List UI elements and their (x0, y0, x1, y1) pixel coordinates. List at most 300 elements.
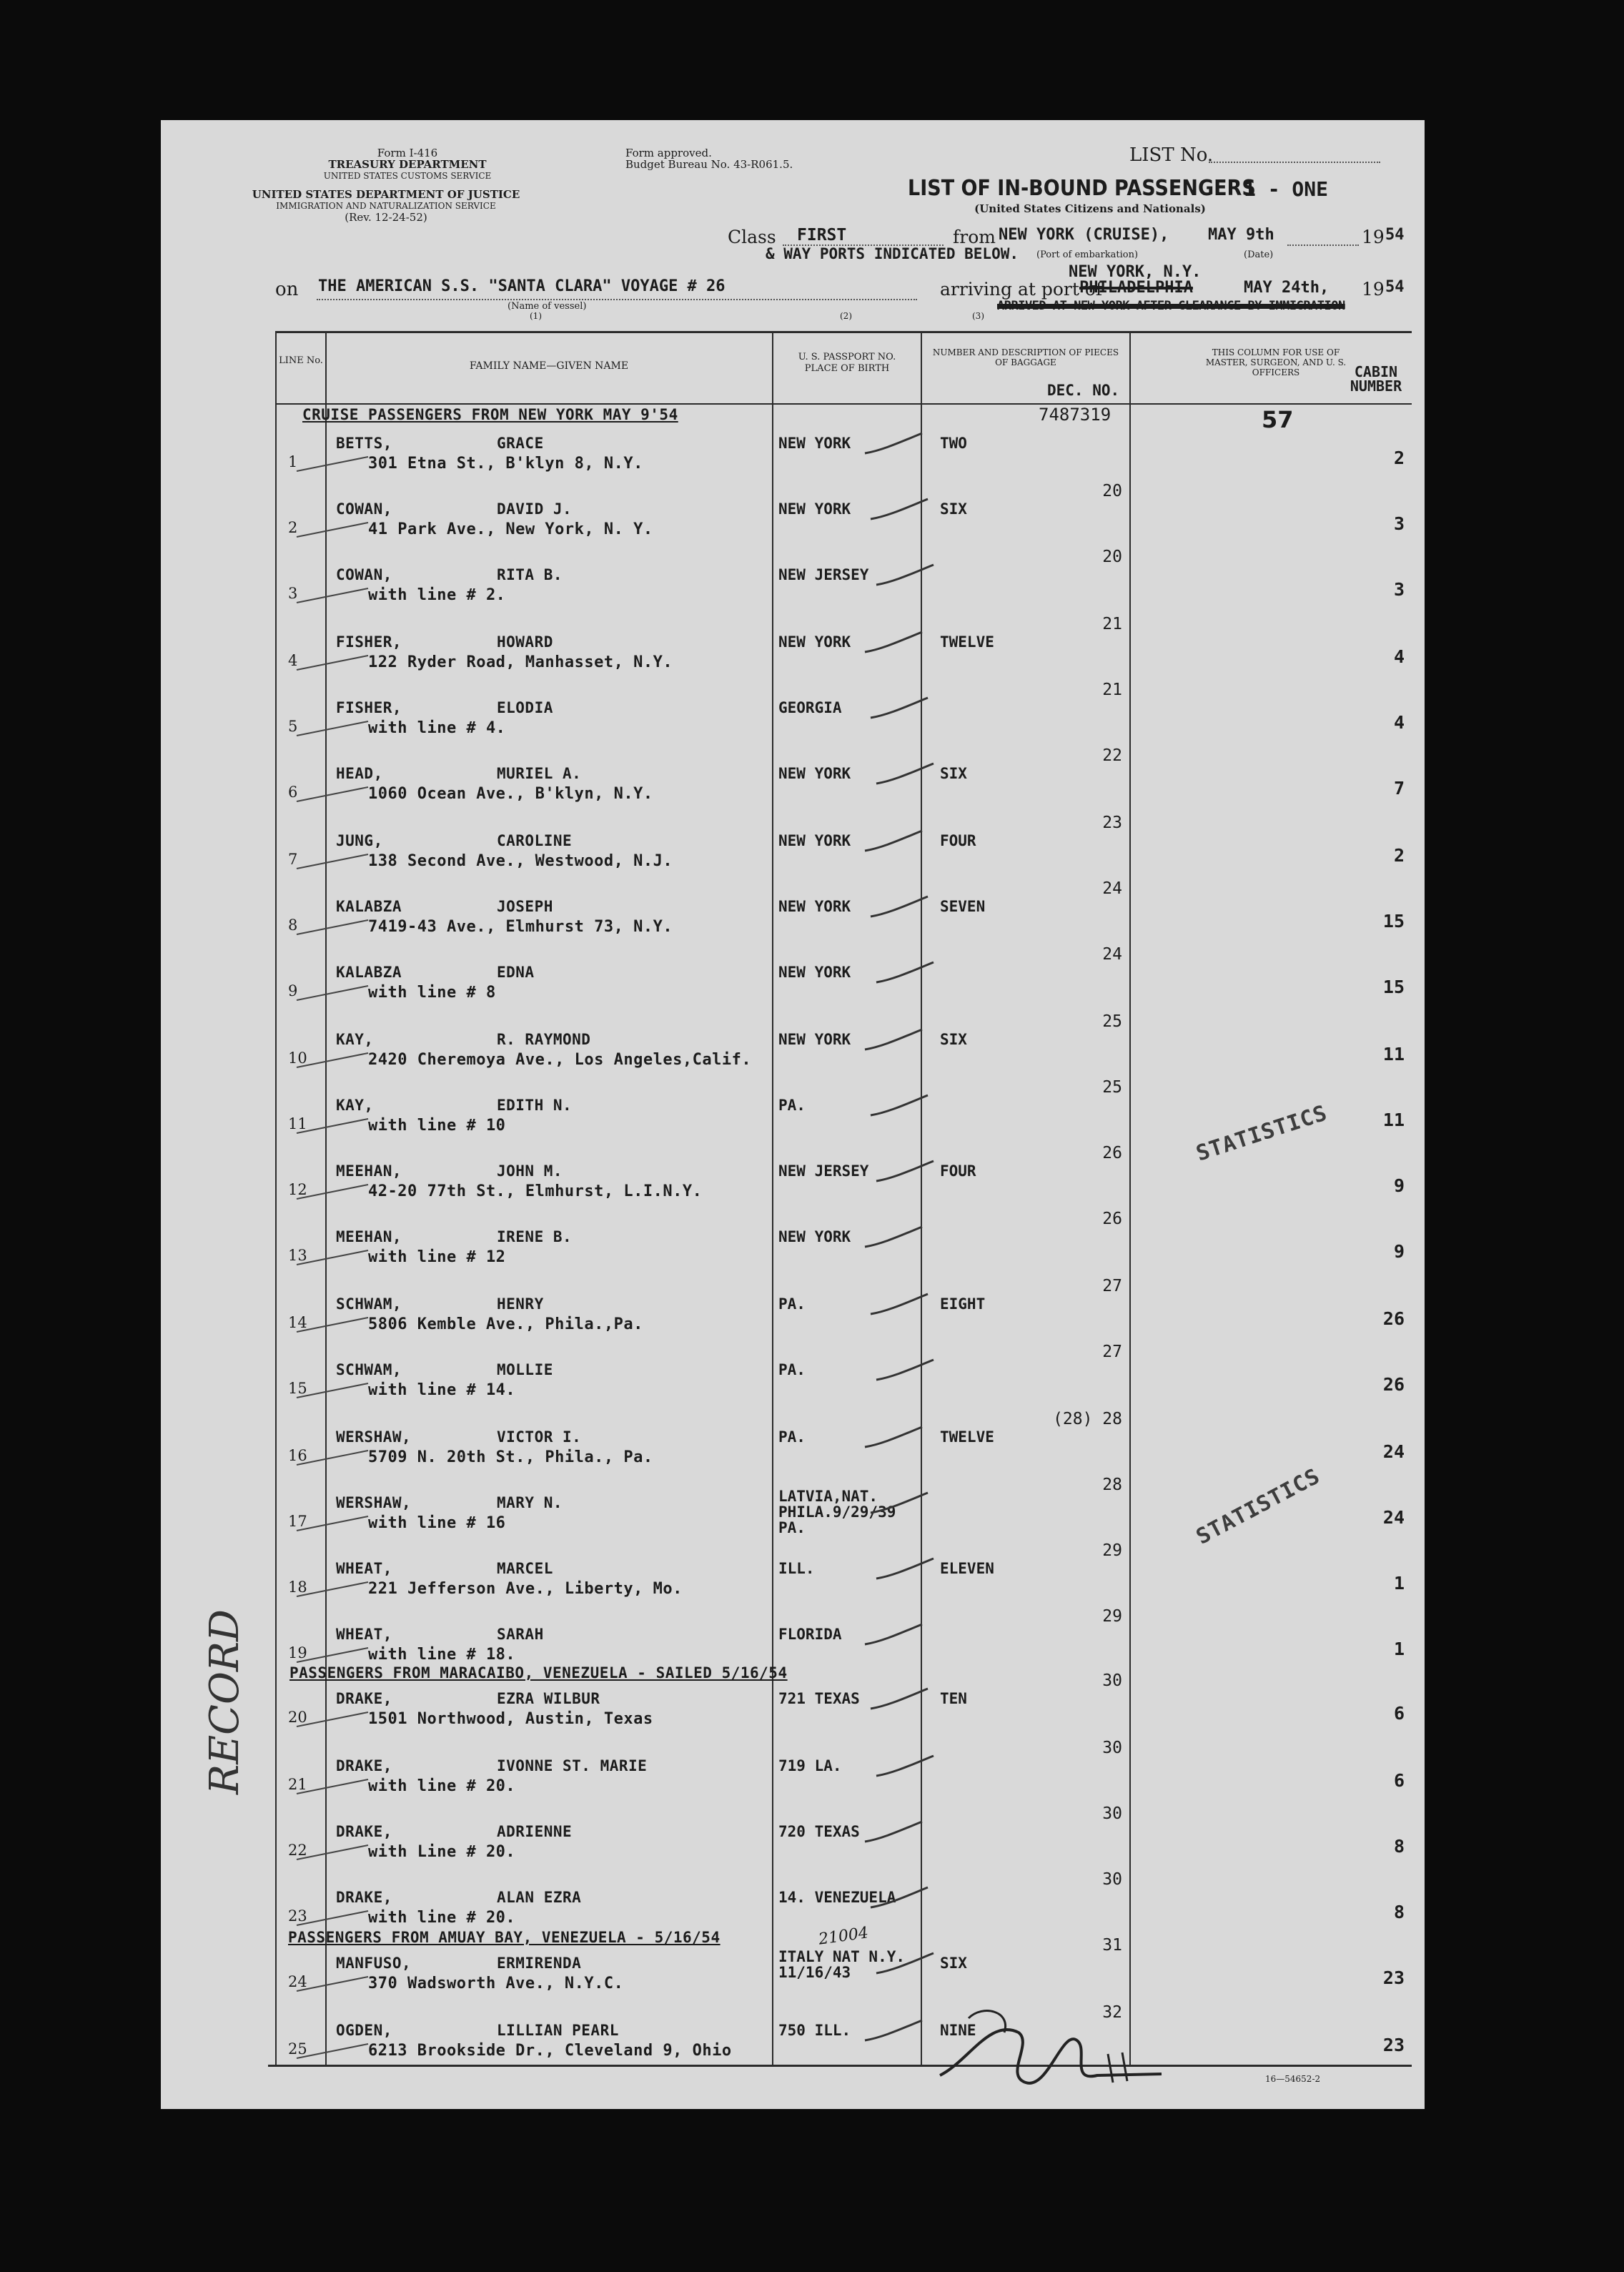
check-mark (873, 959, 937, 988)
manifest-page (161, 120, 1425, 2109)
declaration-number: 31 (1102, 1936, 1122, 1955)
place-of-birth: NEW YORK (778, 1228, 851, 1245)
given-name: MURIEL A. (497, 765, 582, 782)
declaration-number: 27 (1102, 1277, 1122, 1295)
section-handwritten-note: 21004 (817, 1924, 870, 1949)
declaration-number: 29 (1102, 1607, 1122, 1626)
family-name: DRAKE, (336, 1757, 392, 1774)
line-number: 3 (288, 585, 298, 602)
check-mark (873, 761, 937, 789)
line-tick (293, 1314, 372, 1335)
arrival-caption-3: (3) (972, 311, 984, 321)
place-of-birth: PA. (778, 1361, 806, 1378)
given-name: JOHN M. (497, 1162, 563, 1180)
check-mark (861, 430, 926, 459)
first-declaration-number: 7487319 (1039, 405, 1111, 425)
check-mark (873, 1158, 937, 1187)
line-tick (293, 718, 372, 739)
baggage-description: FOUR (940, 1162, 976, 1180)
line-tick (293, 784, 372, 805)
cabin-number: 23 (1382, 2035, 1405, 2055)
address: with line # 2. (368, 586, 506, 604)
check-mark (861, 828, 926, 856)
form-approved: Form approved. (625, 147, 712, 159)
line-tick (293, 1907, 372, 1929)
arriving-label: arriving at port of (940, 279, 1103, 300)
line-tick (293, 453, 372, 475)
place-of-birth: NEW JERSEY (778, 1162, 869, 1180)
date-blank (1287, 229, 1359, 246)
place-of-birth: NEW YORK (778, 1031, 851, 1048)
family-name: DRAKE, (336, 1889, 392, 1906)
line-tick (293, 982, 372, 1004)
line-number: 13 (288, 1247, 307, 1264)
line-number: 18 (288, 1579, 307, 1596)
place-of-birth: NEW YORK (778, 500, 851, 518)
year-prefix: 19 (1362, 227, 1385, 247)
place-of-birth: ITALY NAT N.Y. 11/16/43 (778, 1948, 906, 1981)
section-header-maracaibo: PASSENGERS FROM MARACAIBO, VENEZUELA - SAILED 5/16/54 (289, 1664, 788, 1681)
vessel-caption-num: (1) (530, 311, 542, 321)
address: 6213 Brookside Dr., Cleveland 9, Ohio (368, 2042, 732, 2060)
port-embark-caption: (Port of embarkation) (1036, 250, 1139, 260)
place-of-birth: NEW YORK (778, 765, 851, 782)
declaration-number: 26 (1102, 1144, 1122, 1162)
from-label: from (953, 227, 996, 247)
check-mark (861, 1224, 926, 1253)
cabin-number: 4 (1393, 646, 1405, 667)
line-number: 2 (288, 519, 298, 536)
check-mark (867, 894, 931, 922)
place-of-birth: PA. (778, 1097, 806, 1114)
given-name: EDNA (497, 964, 535, 981)
line-number: 15 (288, 1380, 307, 1397)
section-header-new-york: CRUISE PASSENGERS FROM NEW YORK MAY 9'54 (302, 406, 678, 423)
check-mark (867, 695, 931, 723)
place-of-birth: NEW YORK (778, 832, 851, 849)
section-header-amuay-bay: PASSENGERS FROM AMUAY BAY, VENEZUELA - 5/16/54 (288, 1929, 721, 1946)
address: with line # 16 (368, 1514, 506, 1532)
line-number: 4 (288, 652, 298, 669)
cabin-number: 3 (1393, 579, 1405, 600)
line-tick (293, 917, 372, 938)
line-number: 10 (288, 1049, 307, 1067)
address: 41 Park Ave., New York, N. Y. (368, 520, 653, 538)
family-name: COWAN, (336, 566, 392, 583)
col-header-line: LINE No. (279, 355, 323, 366)
declaration-number: 20 (1102, 548, 1122, 566)
given-name: R. RAYMOND (497, 1031, 591, 1048)
check-mark (867, 1092, 931, 1121)
line-number: 14 (288, 1314, 307, 1331)
family-name: DRAKE, (336, 1690, 392, 1707)
address: with Line # 20. (368, 1843, 516, 1861)
place-of-birth: GEORGIA (778, 699, 842, 716)
address: with line # 18. (368, 1646, 516, 1664)
baggage-description: EIGHT (940, 1295, 986, 1313)
table-top-rule (275, 331, 1412, 333)
baggage-description: TWELVE (940, 1428, 994, 1446)
way-ports: & WAY PORTS INDICATED BELOW. (766, 245, 1019, 262)
check-mark (873, 1556, 937, 1584)
line-number: 24 (288, 1973, 307, 1990)
address: 5709 N. 20th St., Phila., Pa. (368, 1448, 653, 1466)
line-tick (293, 1181, 372, 1202)
cabin-number: 11 (1382, 1044, 1405, 1065)
baggage-description: SIX (940, 500, 967, 518)
form-revision: (Rev. 12-24-52) (345, 211, 427, 224)
line-number: 17 (288, 1513, 307, 1530)
cabin-number: 15 (1382, 911, 1405, 932)
check-mark (861, 1424, 926, 1453)
baggage-description: ELEVEN (940, 1560, 994, 1577)
line-number: 21 (288, 1776, 307, 1793)
address: 7419-43 Ave., Elmhurst 73, N.Y. (368, 918, 673, 936)
given-name: IRENE B. (497, 1228, 573, 1245)
list-number-blank (1209, 152, 1380, 163)
address: 1501 Northwood, Austin, Texas (368, 1710, 653, 1728)
cabin-number: 24 (1382, 1441, 1405, 1462)
check-mark (873, 1950, 937, 1979)
address: 2420 Cheremoya Ave., Los Angeles,Calif. (368, 1051, 752, 1069)
line-tick (293, 652, 372, 673)
given-name: IVONNE ST. MARIE (497, 1757, 648, 1774)
year-suffix: 54 (1385, 226, 1405, 244)
class-value: FIRST (797, 226, 847, 245)
address: with line # 8 (368, 984, 496, 1002)
baggage-description: SEVEN (940, 898, 986, 915)
address: 5806 Kemble Ave., Phila.,Pa. (368, 1315, 643, 1333)
arrival-year-prefix: 19 (1362, 279, 1385, 300)
family-name: KALABZA (336, 898, 402, 915)
place-of-birth: NEW YORK (778, 633, 851, 651)
line-number: 11 (288, 1115, 307, 1132)
cabin-number: 23 (1382, 1967, 1405, 1988)
given-name: ELODIA (497, 699, 553, 716)
family-name: KAY, (336, 1031, 374, 1048)
cabin-number: 11 (1382, 1110, 1405, 1130)
check-mark (861, 1621, 926, 1650)
arrival-date: MAY 24th, (1244, 279, 1330, 297)
line-tick (293, 1115, 372, 1137)
line-tick (293, 851, 372, 872)
given-name: MOLLIE (497, 1361, 553, 1378)
list-number-label: LIST No. (1129, 144, 1214, 166)
place-of-birth: PA. (778, 1295, 806, 1313)
check-mark (867, 1490, 931, 1518)
declaration-number: 25 (1102, 1078, 1122, 1097)
line-tick (293, 1049, 372, 1071)
line-tick (293, 1247, 372, 1268)
check-mark (867, 1885, 931, 1913)
declaration-number: 27 (1102, 1343, 1122, 1361)
family-name: WERSHAW, (336, 1494, 412, 1511)
line-tick (293, 519, 372, 540)
cabin-number: 2 (1393, 845, 1405, 866)
given-name: HOWARD (497, 633, 553, 651)
line-tick (293, 2040, 372, 2062)
address: 138 Second Ave., Westwood, N.J. (368, 852, 673, 870)
officer-note: 57 (1262, 406, 1294, 433)
table-left-rule (275, 331, 277, 2065)
arrival-port: NEW YORK, N.Y. (1069, 263, 1202, 281)
family-name: OGDEN, (336, 2022, 392, 2039)
signature-mark (926, 1990, 1169, 2097)
family-name: MEEHAN, (336, 1162, 402, 1180)
cabin-number: 6 (1393, 1770, 1405, 1791)
family-name: FISHER, (336, 699, 402, 716)
cabin-number: 8 (1393, 1836, 1405, 1857)
baggage-description: TWO (940, 435, 967, 452)
baggage-description: SIX (940, 1031, 967, 1048)
address: 1060 Ocean Ave., B'klyn, N.Y. (368, 785, 653, 803)
on-label: on (275, 279, 299, 300)
line-number: 16 (288, 1447, 307, 1464)
line-tick (293, 585, 372, 606)
cabin-number: 26 (1382, 1374, 1405, 1395)
place-of-birth: ILL. (778, 1560, 815, 1577)
address: 122 Ryder Road, Manhasset, N.Y. (368, 653, 673, 671)
address: 370 Wadsworth Ave., N.Y.C. (368, 1975, 624, 1992)
vessel-caption: (Name of vessel) (508, 301, 587, 312)
check-mark (867, 496, 931, 525)
arrival-port-struck: PHILADELPHIA (1079, 279, 1193, 297)
place-of-birth: 14. VENEZUELA (778, 1889, 896, 1906)
col-header-dec-no: DEC. NO. (1047, 382, 1120, 399)
line-tick (293, 1380, 372, 1401)
col-header-passport: U. S. PASSPORT NO. PLACE OF BIRTH (798, 352, 896, 374)
baggage-description: TEN (940, 1690, 967, 1707)
footer-code: 16—54652-2 (1265, 2074, 1321, 2084)
line-number: 23 (288, 1907, 307, 1925)
line-number: 20 (288, 1709, 307, 1726)
family-name: JUNG, (336, 832, 383, 849)
address: with line # 12 (368, 1248, 506, 1266)
place-of-birth: 750 ILL. (778, 2022, 851, 2039)
cabin-number: 8 (1393, 1902, 1405, 1922)
check-mark (873, 1753, 937, 1782)
baggage-col-rule (1129, 331, 1131, 2065)
address: 301 Etna St., B'klyn 8, N.Y. (368, 455, 643, 473)
vessel-name: THE AMERICAN S.S. "SANTA CLARA" VOYAGE # 26 (318, 277, 726, 295)
address: with line # 14. (368, 1381, 516, 1399)
check-mark (861, 2017, 926, 2046)
check-mark (861, 1819, 926, 1847)
baggage-description: SIX (940, 765, 967, 782)
declaration-number: 21 (1102, 615, 1122, 633)
margin-handwriting: RECORD (201, 1609, 248, 1794)
baggage-description: NINE (940, 2022, 976, 2039)
baggage-description: SIX (940, 1955, 967, 1972)
declaration-number: 22 (1102, 746, 1122, 765)
address: 221 Jefferson Ave., Liberty, Mo. (368, 1580, 683, 1598)
declaration-number: 30 (1102, 1739, 1122, 1757)
date-caption: (Date) (1244, 250, 1274, 260)
declaration-number: 26 (1102, 1210, 1122, 1228)
page-title: LIST OF IN-BOUND PASSENGERS (908, 176, 1256, 201)
class-label: Class (728, 227, 776, 247)
col-header-baggage: NUMBER AND DESCRIPTION OF PIECES OF BAGGAGE (932, 347, 1119, 367)
line-number: 22 (288, 1842, 307, 1859)
place-of-birth: NEW YORK (778, 964, 851, 981)
family-name: KAY, (336, 1097, 374, 1114)
check-mark (861, 1027, 926, 1055)
treasury-dept: TREASURY DEPARTMENT (328, 158, 487, 171)
given-name: JOSEPH (497, 898, 553, 915)
family-name: SCHWAM, (336, 1361, 402, 1378)
declaration-number: 30 (1102, 1804, 1122, 1823)
place-of-birth: FLORIDA (778, 1626, 842, 1643)
struck-arrival-line: ARRIVED AT NEW YORK AFTER CLEARANCE BY IMMIGRATION (997, 299, 1345, 313)
place-of-birth: 719 LA. (778, 1757, 842, 1774)
cabin-number: 1 (1393, 1573, 1405, 1594)
line-tick (293, 1842, 372, 1863)
given-name: VICTOR I. (497, 1428, 582, 1446)
declaration-number: 29 (1102, 1541, 1122, 1560)
passport-col-rule (921, 331, 922, 2065)
place-of-birth: NEW YORK (778, 898, 851, 915)
line-tick (293, 1709, 372, 1730)
family-name: WERSHAW, (336, 1428, 412, 1446)
line-number: 5 (288, 718, 298, 735)
cabin-number: 4 (1393, 712, 1405, 733)
page-number: 1 - ONE (1244, 177, 1329, 201)
place-of-birth: NEW JERSEY (778, 566, 869, 583)
line-number: 9 (288, 982, 298, 999)
ins-service: IMMIGRATION AND NATURALIZATION SERVICE (276, 201, 496, 211)
cabin-number: 3 (1393, 513, 1405, 534)
declaration-number: 24 (1102, 879, 1122, 898)
address: with line # 20. (368, 1777, 516, 1795)
family-name: WHEAT, (336, 1560, 392, 1577)
given-name: ALAN EZRA (497, 1889, 582, 1906)
port-of-embarkation: NEW YORK (CRUISE), (999, 226, 1169, 244)
family-name: FISHER, (336, 633, 402, 651)
cabin-number: 2 (1393, 448, 1405, 468)
line-tick (293, 1447, 372, 1468)
form-number: Form I-416 (377, 147, 438, 159)
family-name: WHEAT, (336, 1626, 392, 1643)
line-tick (293, 1644, 372, 1666)
family-name: BETTS, (336, 435, 392, 452)
given-name: MARY N. (497, 1494, 563, 1511)
cabin-number: 9 (1393, 1175, 1405, 1196)
statistics-stamp: STATISTICS (1192, 1463, 1325, 1550)
declaration-number: 25 (1102, 1012, 1122, 1031)
budget-bureau: Budget Bureau No. 43-R061.5. (625, 158, 793, 171)
line-number: 19 (288, 1644, 307, 1661)
name-col-rule (772, 331, 773, 2065)
declaration-number: 30 (1102, 1870, 1122, 1889)
given-name: EDITH N. (497, 1097, 573, 1114)
cabin-number: 1 (1393, 1639, 1405, 1659)
arrival-year-suffix: 54 (1385, 278, 1405, 296)
justice-dept: UNITED STATES DEPARTMENT OF JUSTICE (252, 188, 520, 201)
given-name: SARAH (497, 1626, 544, 1643)
cabin-number: 26 (1382, 1308, 1405, 1329)
line-tick (293, 1513, 372, 1534)
statistics-stamp: STATISTICS (1193, 1100, 1331, 1167)
line-tick (293, 1776, 372, 1797)
page-subtitle: (United States Citizens and Nationals) (974, 202, 1206, 215)
declaration-number: 21 (1102, 681, 1122, 699)
line-number: 12 (288, 1181, 307, 1198)
embarkation-date: MAY 9th (1208, 226, 1274, 244)
address: with line # 20. (368, 1909, 516, 1927)
check-mark (867, 1686, 931, 1714)
declaration-number: 28 (1102, 1476, 1122, 1494)
family-name: MANFUSO, (336, 1955, 412, 1972)
cabin-number: 9 (1393, 1241, 1405, 1262)
given-name: EZRA WILBUR (497, 1690, 600, 1707)
family-name: DRAKE, (336, 1823, 392, 1840)
place-of-birth: PA. (778, 1428, 806, 1446)
given-name: GRACE (497, 435, 544, 452)
line-tick (293, 1579, 372, 1600)
arrival-caption-2: (2) (840, 311, 852, 321)
given-name: RITA B. (497, 566, 563, 583)
address: 42-20 77th St., Elmhurst, L.I.N.Y. (368, 1182, 703, 1200)
baggage-description: FOUR (940, 832, 976, 849)
declaration-number: (28) 28 (1053, 1410, 1122, 1428)
col-header-name: FAMILY NAME—GIVEN NAME (469, 360, 629, 372)
table-bottom-rule (268, 2065, 1412, 2067)
customs-service: UNITED STATES CUSTOMS SERVICE (323, 171, 492, 181)
given-name: CAROLINE (497, 832, 573, 849)
check-mark (861, 629, 926, 658)
given-name: LILLIAN PEARL (497, 2022, 619, 2039)
declaration-number: 20 (1102, 482, 1122, 500)
family-name: SCHWAM, (336, 1295, 402, 1313)
declaration-number: 32 (1102, 2003, 1122, 2022)
family-name: KALABZA (336, 964, 402, 981)
cabin-number: 7 (1393, 778, 1405, 799)
check-mark (867, 1291, 931, 1320)
line-number: 25 (288, 2040, 307, 2058)
line-number: 7 (288, 851, 298, 868)
cabin-number: 24 (1382, 1507, 1405, 1528)
place-of-birth: 720 TEXAS (778, 1823, 860, 1840)
line-tick (293, 1973, 372, 1995)
address: with line # 4. (368, 719, 506, 737)
table-header-rule (275, 403, 1412, 405)
family-name: HEAD, (336, 765, 383, 782)
given-name: MARCEL (497, 1560, 553, 1577)
baggage-description: TWELVE (940, 633, 994, 651)
declaration-number: 30 (1102, 1671, 1122, 1690)
given-name: HENRY (497, 1295, 544, 1313)
place-of-birth: 721 TEXAS (778, 1690, 860, 1707)
given-name: ADRIENNE (497, 1823, 573, 1840)
declaration-number: 23 (1102, 814, 1122, 832)
given-name: DAVID J. (497, 500, 573, 518)
address: with line # 10 (368, 1117, 506, 1135)
line-number: 1 (288, 453, 298, 470)
col-header-officers: THIS COLUMN FOR USE OF MASTER, SURGEON, AND U. S. OFFICERS (1205, 347, 1347, 377)
line-number: 6 (288, 784, 298, 801)
check-mark (873, 562, 937, 591)
family-name: COWAN, (336, 500, 392, 518)
given-name: ERMIRENDA (497, 1955, 582, 1972)
col-header-cabin: CABIN NUMBER (1350, 363, 1402, 395)
place-of-birth: NEW YORK (778, 435, 851, 452)
declaration-number: 24 (1102, 945, 1122, 964)
check-mark (873, 1357, 937, 1386)
cabin-number: 6 (1393, 1703, 1405, 1724)
cabin-number: 15 (1382, 977, 1405, 997)
place-of-birth: LATVIA,NAT. PHILA.9/29/39 PA. (778, 1488, 896, 1536)
line-number: 8 (288, 917, 298, 934)
